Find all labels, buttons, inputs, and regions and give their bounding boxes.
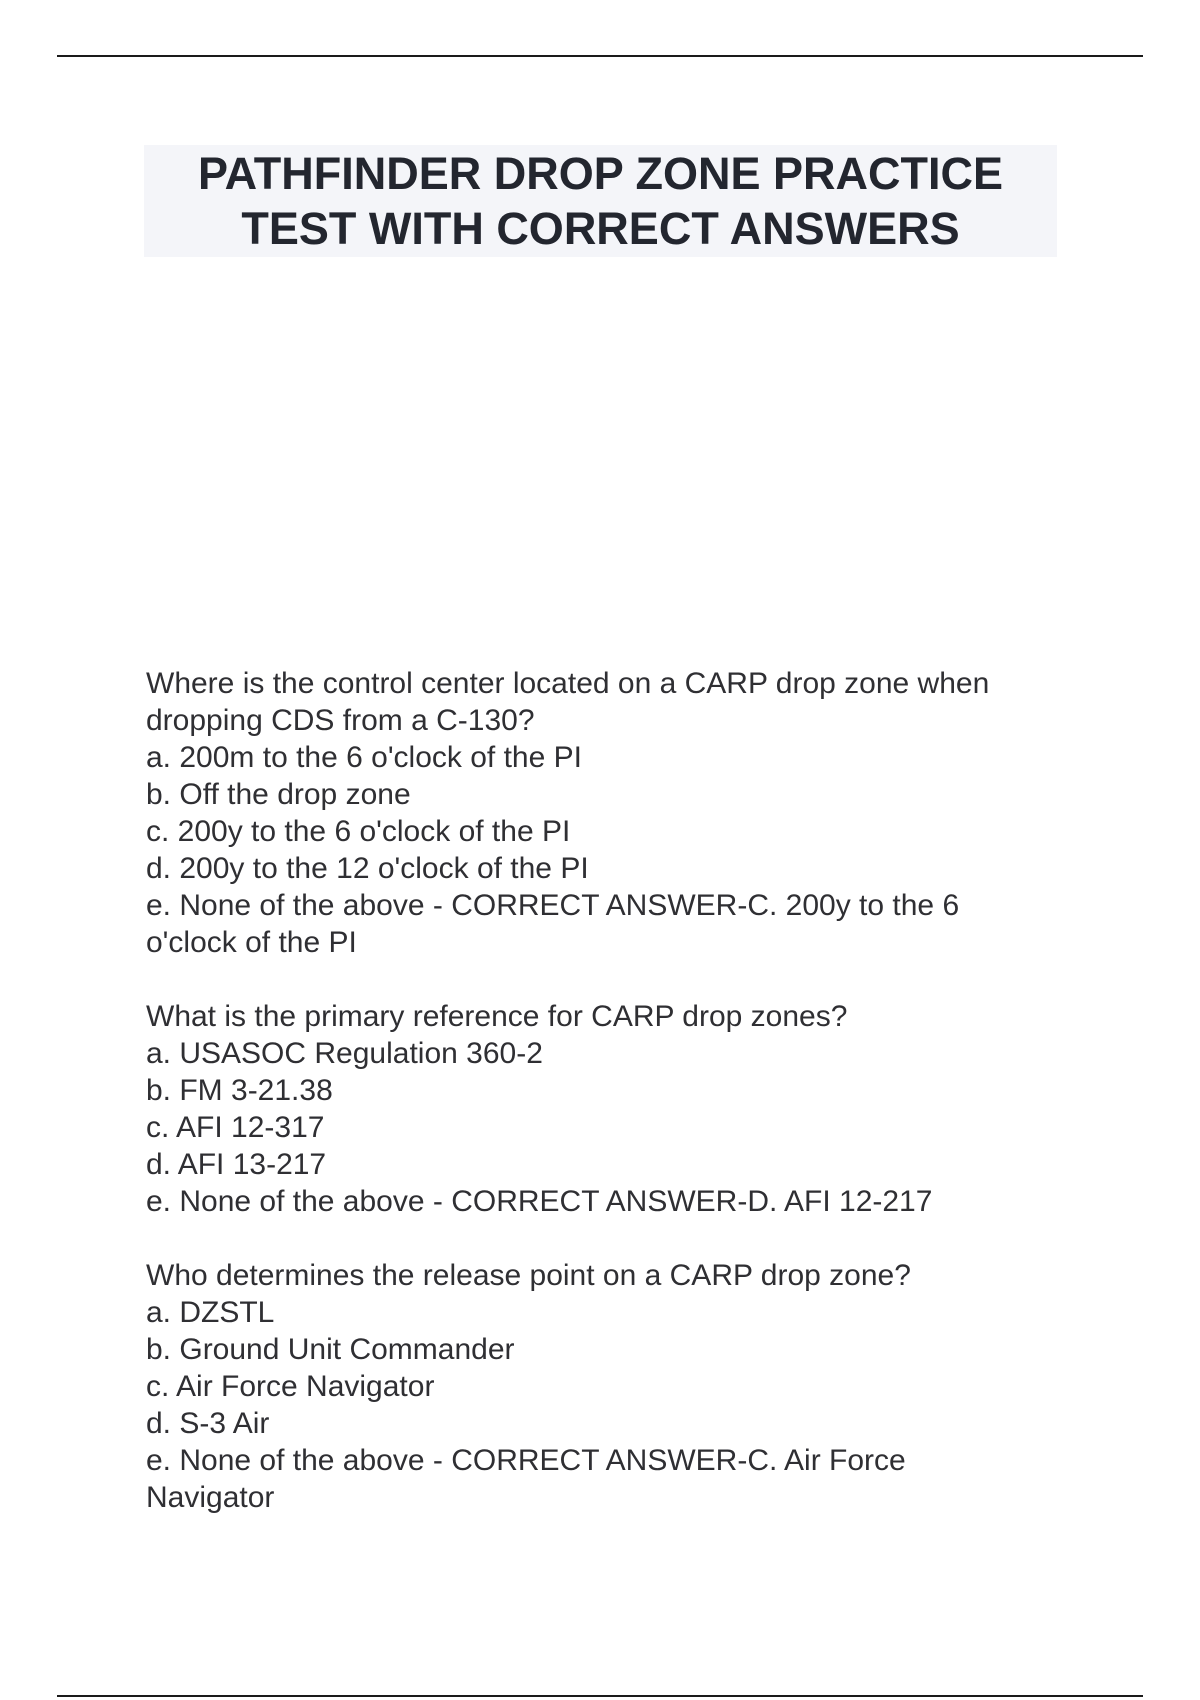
answer-option: c. AFI 12-317: [146, 1111, 325, 1144]
answer-option: b. FM 3-21.38: [146, 1074, 333, 1107]
question-text: What is the primary reference for CARP drop zones?: [146, 1000, 848, 1033]
question-block: [146, 665, 1076, 961]
answer-option: b. Off the drop zone: [146, 778, 411, 811]
answer-option: d. S-3 Air: [146, 1407, 270, 1440]
question-text: dropping CDS from a C-130?: [146, 704, 535, 737]
header-rule: [57, 55, 1143, 57]
question-text: Who determines the release point on a CARP drop zone?: [146, 1259, 911, 1292]
question-text: Where is the control center located on a CARP drop zone when: [146, 667, 990, 700]
title-line: TEST WITH CORRECT ANSWERS: [241, 203, 960, 254]
answer-option: a. USASOC Regulation 360-2: [146, 1037, 543, 1070]
answer-option: c. Air Force Navigator: [146, 1370, 435, 1403]
answer-option: b. Ground Unit Commander: [146, 1333, 515, 1366]
answer-option: e. None of the above - CORRECT ANSWER-C. 200y to the 6: [146, 889, 960, 922]
question-block: [146, 1257, 1076, 1516]
question-block: [146, 998, 1076, 1220]
question-list: [146, 665, 1076, 1553]
answer-option: Navigator: [146, 1481, 275, 1514]
answer-option: a. 200m to the 6 o'clock of the PI: [146, 741, 582, 774]
answer-option: a. DZSTL: [146, 1296, 275, 1329]
answer-option: d. 200y to the 12 o'clock of the PI: [146, 852, 589, 885]
answer-option: d. AFI 13-217: [146, 1148, 327, 1181]
title-line: PATHFINDER DROP ZONE PRACTICE: [197, 148, 1004, 199]
answer-option: o'clock of the PI: [146, 926, 357, 959]
document-title: [144, 145, 1057, 257]
footer-rule: [57, 1695, 1143, 1697]
answer-option: c. 200y to the 6 o'clock of the PI: [146, 815, 571, 848]
answer-option: e. None of the above - CORRECT ANSWER-D. AFI 12-217: [146, 1185, 933, 1218]
answer-option: e. None of the above - CORRECT ANSWER-C. Air Force: [146, 1444, 906, 1477]
